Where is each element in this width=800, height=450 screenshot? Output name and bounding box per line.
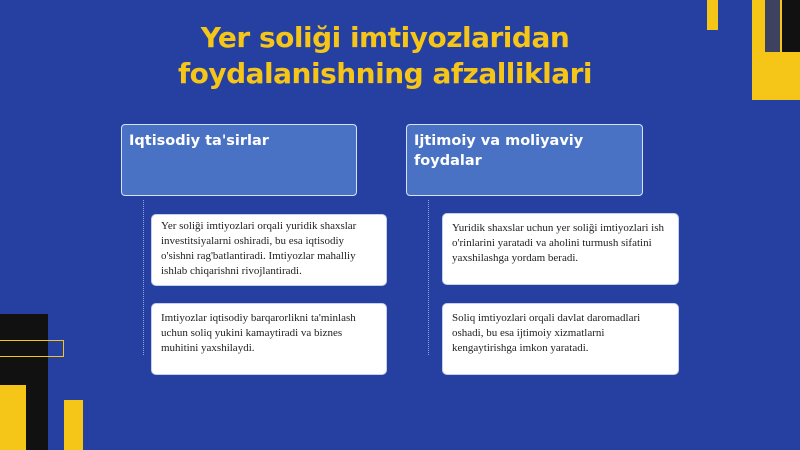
decor-bar-top-right-gray <box>765 0 780 52</box>
card-economic-1: Yer soliği imtiyozlari orqali yuridik shaxslar investitsiyalarni oshiradi, bu esa iqtisodiy o'sishni rag'batlantiradi. Imtiyozlar mahalliy ishlab chiqarishni rivojlantiradi. <box>151 214 387 286</box>
column-header-economic: Iqtisodiy ta'sirlar <box>121 124 357 196</box>
slide-title: Yer soliği imtiyozlaridan foydalanishning afzalliklari <box>177 21 593 90</box>
card-social-2: Soliq imtiyozlari orqali davlat daromadlari oshadi, bu esa ijtimoiy xizmatlarni kengaytirishga imkon yaratadi. <box>442 303 679 375</box>
connector-social-financial <box>428 200 429 355</box>
card-economic-2: Imtiyozlar iqtisodiy barqarorlikni ta'minlash uchun soliq yukini kamaytiradi va biznes muhitini yaxshilaydi. <box>151 303 387 375</box>
decor-outline-bottom-left <box>0 340 64 357</box>
decor-block-bottom-left-yellow-2 <box>64 400 83 450</box>
decor-block-bottom-left-yellow <box>0 385 26 450</box>
decor-dot-bottom-left <box>38 441 44 447</box>
connector-economic <box>143 200 144 355</box>
decor-bar-top-right-black <box>782 0 800 52</box>
column-header-social-financial: Ijtimoiy va moliyaviy foydalar <box>406 124 643 196</box>
card-social-1: Yuridik shaxslar uchun yer soliği imtiyozlari ish o'rinlarini yaratadi va aholini turmush sifatini yaxshilashga yordam beradi. <box>442 213 679 285</box>
decor-bar-top-right-yellow-left <box>707 0 718 30</box>
